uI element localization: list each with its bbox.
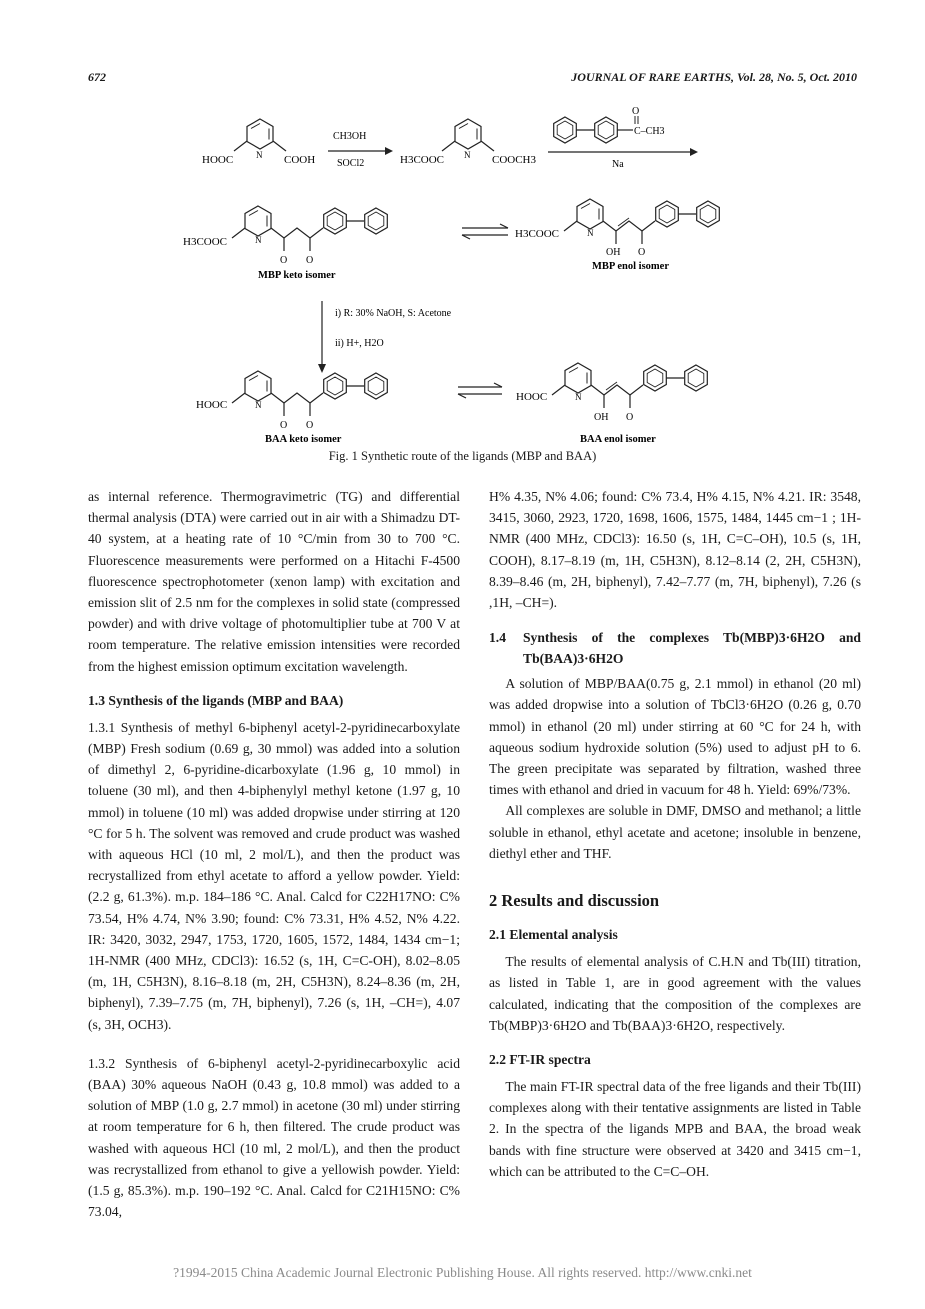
- figure-caption: Fig. 1 Synthetic route of the ligands (MBP and BAA): [328, 449, 597, 463]
- mbp-enol-structure: [515, 199, 719, 272]
- ester-n-label: N: [464, 150, 471, 160]
- sm-right-label: COOH: [284, 154, 316, 166]
- mbp-keto-label: MBP keto isomer: [258, 270, 336, 281]
- section-1-3-heading: 1.3 Synthesis of the ligands (MBP and BAA): [88, 692, 344, 708]
- reagent-3-line1: i) R: 30% NaOH, S: Acetone: [335, 308, 452, 319]
- sm-left-label: HOOC: [202, 154, 234, 166]
- mbp-enol-o: O: [638, 247, 646, 258]
- mbp-enol-left: H3COOC: [515, 228, 560, 240]
- paragraph-2-2: The main FT-IR spectral data of the free ligands and their Tb(III) complexes along with their tentative assignments are listed in Table 2. In the spectra of the ligands MPB and BAA, the broad weak bands with fine structure were observed at 3420 and 3415 cm−1, which can be attributed to the C=C–OH.: [489, 1079, 861, 1179]
- baa-enol-o: O: [626, 412, 634, 423]
- baa-enol-structure: [516, 363, 707, 445]
- synthetic-scheme: [150, 106, 790, 446]
- ester-left-label: H3COOC: [400, 154, 445, 166]
- ester-right-label: COOCH3: [492, 154, 537, 166]
- mbp-keto-structure: [183, 206, 387, 281]
- baa-enol-n: N: [575, 392, 582, 402]
- baa-keto-n: N: [255, 400, 262, 410]
- paragraph-baa-data: H% 4.35, N% 4.06; found: C% 73.4, H% 4.15, N% 4.21. IR: 3548, 3415, 3060, 2923, 1720, 1698, 1606, 1575, 1484, 1445 cm−1 ; 1H-NMR (400 MHz, CDCl3): 16.50 (s, 1H, C=C–OH), 10.5 (s, 1H, COOH), 8.17–8.19 (m, 1H, C5H3N), 8.12–8.14 (2, 2H, C5H3N), 8.39–8.46 (m, 2H, biphenyl), 7.42–7.77 (m, 7H, biphenyl), 7.26 (s ,1H, –CH=).: [489, 489, 861, 611]
- right-column: [489, 486, 861, 1182]
- section-2-1-heading: 2.1 Elemental analysis: [489, 927, 618, 943]
- baa-keto-structure: [196, 371, 387, 445]
- reagent-3-line2: ii) H+, H2O: [335, 338, 384, 349]
- ketone-reagent: [554, 106, 665, 143]
- mbp-keto-left: H3COOC: [183, 236, 228, 248]
- baa-keto-o2: O: [306, 420, 314, 431]
- paragraph-instrumentation: as internal reference. Thermogravimetric (TG) and differential thermal analysis (DTA) were carried out in air with a Shimadzu DT-40 system, at a heating rate of 10 °C/min from 30 to 700 °C. Fluorescence measurements were performed on a Hitachi F-4500 fluorescence spectrophotometer (xenon lamp) with excitation and emission slit of 2.5 nm for the complexes in solid state (compressed powder) and with drive voltage of photomultiplier tube at 700 V at room temperature. The relative emission intensities were recorded from the highest emission optimum excitation wavelength.: [88, 489, 460, 674]
- mbp-keto-o2: O: [306, 255, 314, 266]
- arrow-2: [548, 148, 698, 170]
- arrow-1: [328, 131, 393, 169]
- mbp-keto-n: N: [255, 235, 262, 245]
- diester: [400, 119, 537, 166]
- mbp-enol-label: MBP enol isomer: [592, 261, 669, 272]
- section-1-4-number: 1.4: [489, 630, 506, 646]
- baa-keto-o1: O: [280, 420, 288, 431]
- reagent-1-top: CH3OH: [333, 131, 367, 142]
- left-column: [88, 486, 460, 1223]
- journal-header: JOURNAL OF RARE EARTHS, Vol. 28, No. 5, Oct. 2010: [571, 70, 857, 84]
- equilibrium-arrow-1: [462, 224, 508, 239]
- reagent-1-bottom: SOCl2: [337, 158, 365, 169]
- mbp-enol-n: N: [587, 228, 594, 238]
- paragraph-2-1: The results of elemental analysis of C.H.N and Tb(III) titration, as listed in Table 1, are in good agreement with the values calculated, indicating that the composition of the complexes are Tb(MBP)3·6H2O and Tb(BAA)3·6H2O, respectively.: [489, 954, 861, 1033]
- mbp-keto-o1: O: [280, 255, 288, 266]
- page-number: 672: [88, 70, 106, 84]
- baa-keto-left: HOOC: [196, 399, 228, 411]
- hydrolysis-arrow: [318, 301, 452, 373]
- section-1-4-heading: [489, 627, 861, 669]
- section-1-4-title: Synthesis of the complexes Tb(MBP)3·6H2O and Tb(BAA)3·6H2O: [523, 630, 861, 667]
- sm-n-label: N: [256, 150, 263, 160]
- baa-enol-oh: OH: [594, 412, 609, 423]
- reagent-2-group: C–CH3: [634, 126, 665, 137]
- section-2-2-heading: 2.2 FT-IR spectra: [489, 1052, 591, 1068]
- pyridine-diacid: [202, 119, 315, 166]
- section-2-heading: 2 Results and discussion: [489, 891, 660, 911]
- paragraph-solubility: All complexes are soluble in DMF, DMSO and methanol; a little soluble in ethanol, ethyl acetate and acetone; insoluble in benzene, diethyl ether and THF.: [489, 803, 861, 861]
- mbp-enol-oh: OH: [606, 247, 621, 258]
- paragraph-1-3-2: 1.3.2 Synthesis of 6-biphenyl acetyl-2-pyridinecarboxylic acid (BAA) 30% aqueous NaOH (0.43 g, 10.8 mmol) was added to a solution of MBP (1.0 g, 2.7 mmol) in acetone (30 ml) under stirring at room temperature for 6 h, then filtered. The crude product was washed with aqueous HCl (10 ml, 2 mol/L), and then the product was recrystallized from ethanol to give a yellowish powder. Yield: (1.5 g, 85.3%). m.p. 190–192 °C. Anal. Calcd for C21H15NO: C% 73.04,: [88, 1055, 460, 1220]
- paragraph-1-4: A solution of MBP/BAA(0.75 g, 2.1 mmol) in ethanol (20 ml) was added dropwise into a solution of TbCl3·6H2O (0.26 g, 0.70 mmol) in ethanol (20 ml) under stirring at 60 °C for 24 h, with aqueous sodium hydroxide solution (5%) used to adjust pH to 6. The green precipitate was separated by filtration, washed three times with ethanol and dried in vacuum for 48 h. Yield: 69%/73%.: [489, 676, 861, 798]
- reagent-2-oxygen: O: [632, 106, 640, 117]
- paragraph-1-3-1: 1.3.1 Synthesis of methyl 6-biphenyl acetyl-2-pyridinecarboxylate (MBP) Fresh sodium (0.69 g, 30 mmol) was added into a solution of dimethyl 2, 6-pyridine-dicarboxylate (1.96 g, 10 mmol) in toluene (30 ml), and then 4-biphenylyl methyl ketone (1.97 g, 10 mmol) in toluene (10 ml) was added dropwise under stirring at 120 °C for 5 h. The solvent was removed and crude product was washed with aqueous HCl (10 ml, 2 mol/L), and then the product was recrystallized from ethyl acetate to afford a yellow powder. Yield: (2.2 g, 61.3%). m.p. 184–186 °C. Anal. Calcd for C22H17NO: C% 73.54, H% 4.74, N% 3.90; found: C% 73.31, H% 4.52, N% 4.22. IR: 3420, 3032, 2947, 1753, 1720, 1605, 1572, 1484, 1434 cm−1; 1H-NMR (400 MHz, CDCl3): 16.52 (s, 1H, C=C-OH), 8.02–8.05 (m, 1H, C5H3N), 8.16–8.18 (m, 2H, C5H3N), 8.24–8.36 (m, 2H, biphenyl), 7.39–7.75 (m, 7H, biphenyl), 7.26 (s, 1H, –CH=), 4.07 (s, 3H, OCH3).: [88, 719, 460, 1032]
- baa-enol-left: HOOC: [516, 391, 548, 403]
- baa-keto-label: BAA keto isomer: [265, 434, 342, 445]
- copyright-footer: ?1994-2015 China Academic Journal Electronic Publishing House. All rights reserved. http://www.cnki.net: [173, 1265, 752, 1280]
- equilibrium-arrow-2: [458, 383, 502, 398]
- reagent-2-bottom: Na: [612, 159, 624, 170]
- baa-enol-label: BAA enol isomer: [580, 434, 656, 445]
